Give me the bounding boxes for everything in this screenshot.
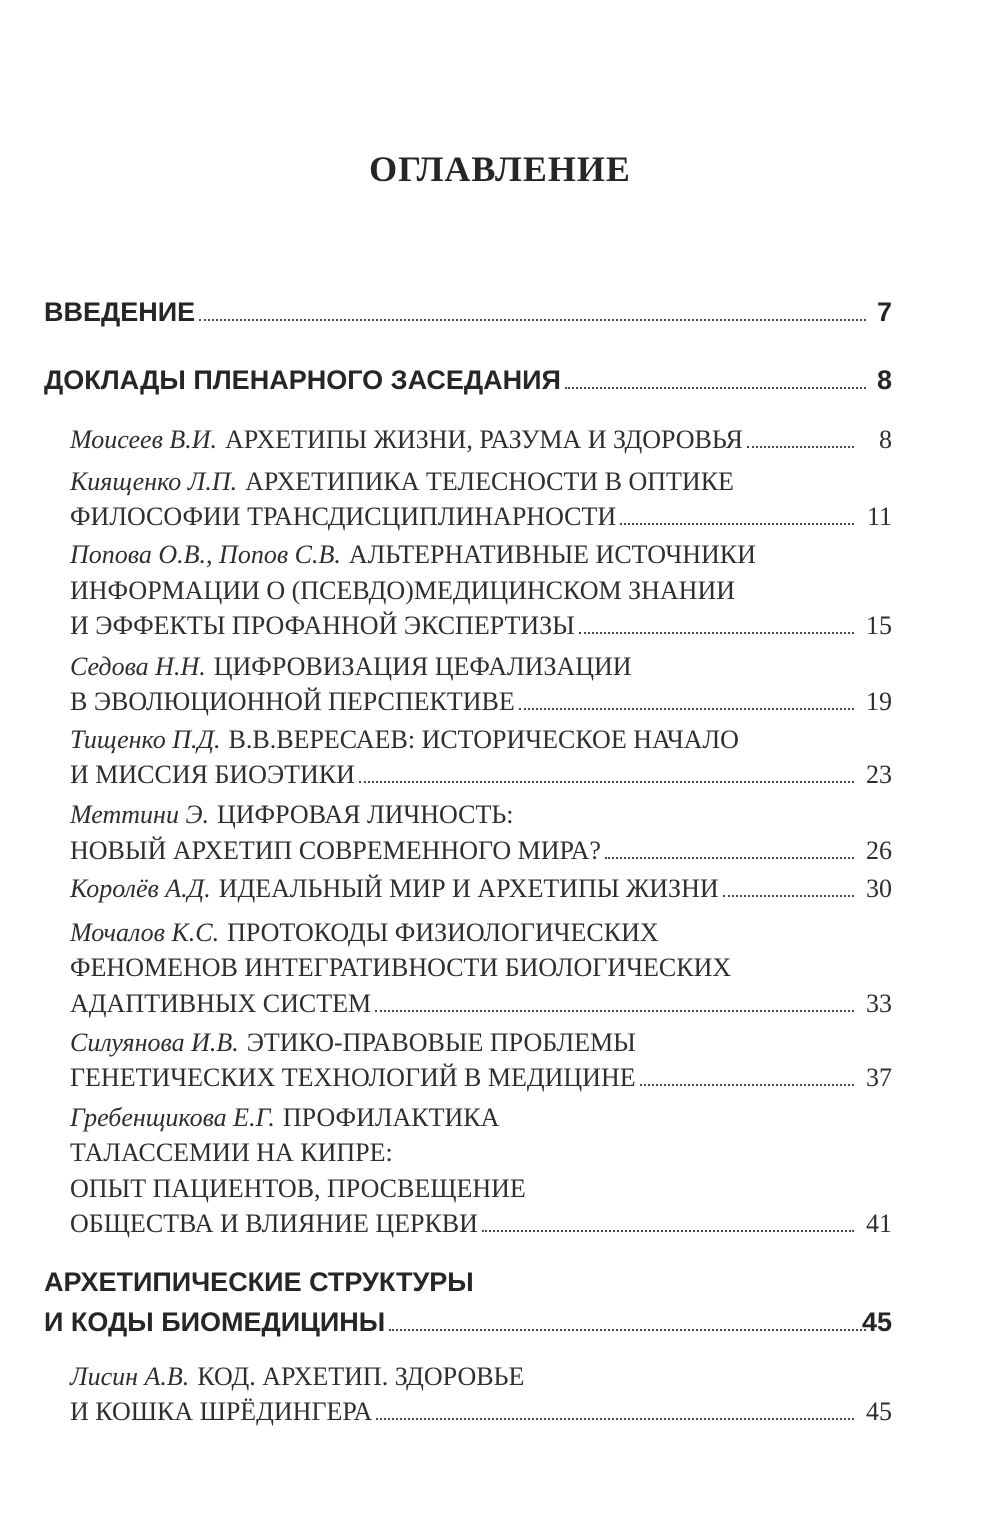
entry-author: Лисин А.В.	[70, 1362, 190, 1391]
entry-title-line	[70, 502, 892, 532]
entry-title-line	[70, 540, 892, 570]
section-title-line	[44, 365, 892, 396]
entry-page-number: 23	[866, 760, 892, 789]
entry-title-text: ОПЫТ ПАЦИЕНТОВ, ПРОСВЕЩЕНИЕ	[70, 1174, 526, 1203]
dot-leader	[747, 446, 854, 448]
dot-leader	[199, 319, 866, 321]
entry-title-text: НОВЫЙ АРХЕТИП СОВРЕМЕННОГО МИРА?	[70, 836, 601, 865]
dot-leader	[640, 1084, 854, 1086]
entry-author: Попова О.В., Попов С.В.	[70, 540, 341, 569]
entry-title-line	[70, 576, 892, 606]
entry-author: Меттини Э.	[70, 800, 209, 829]
section-title-text: И КОДЫ БИОМЕДИЦИНЫ	[44, 1307, 386, 1337]
dot-leader	[359, 781, 854, 783]
entry-title-line	[70, 918, 892, 948]
entry-title-text: АЛЬТЕРНАТИВНЫЕ ИСТОЧНИКИ	[348, 540, 756, 569]
entry-author: Тищенко П.Д.	[70, 725, 221, 754]
entry-title-text: АРХЕТИПЫ ЖИЗНИ, РАЗУМА И ЗДОРОВЬЯ	[225, 425, 743, 454]
dot-leader	[375, 1010, 854, 1012]
entry-title-line	[70, 1028, 892, 1058]
entry-title-text: В.В.ВЕРЕСАЕВ: ИСТОРИЧЕСКОЕ НАЧАЛО	[228, 725, 739, 754]
dot-leader	[565, 387, 866, 389]
entry-title-line	[70, 425, 892, 455]
entry-title-line	[70, 1397, 892, 1427]
entry-title-text: ФЕНОМЕНОВ ИНТЕГРАТИВНОСТИ БИОЛОГИЧЕСКИХ	[70, 953, 732, 982]
entry-title-line	[70, 1362, 892, 1392]
entry-title-text: И КОШКА ШРЁДИНГЕРА	[70, 1397, 373, 1426]
entry-title-text: ЦИФРОВАЯ ЛИЧНОСТЬ:	[216, 800, 514, 829]
entry-title-line	[70, 1138, 892, 1168]
entry-title-text: И МИССИЯ БИОЭТИКИ	[70, 760, 355, 789]
entry-title-line	[70, 989, 892, 1019]
entry-author: Королёв А.Д.	[70, 874, 211, 903]
dot-leader	[579, 632, 854, 634]
entry-title-line	[70, 1174, 892, 1204]
entry-page-number: 45	[866, 1397, 892, 1426]
dot-leader	[723, 895, 854, 897]
entry-title-line	[70, 611, 892, 641]
section-page-number: 45	[861, 1307, 892, 1337]
entry-title-line	[70, 687, 892, 717]
entry-title-text: ИНФОРМАЦИИ О (ПСЕВДО)МЕДИЦИНСКОМ ЗНАНИИ	[70, 576, 736, 605]
entry-title-text: АДАПТИВНЫХ СИСТЕМ	[70, 989, 372, 1018]
entry-page-number: 33	[866, 989, 892, 1018]
entry-title-text: ГЕНЕТИЧЕСКИХ ТЕХНОЛОГИЙ В МЕДИЦИНЕ	[70, 1063, 636, 1092]
entry-author: Мочалов К.С.	[70, 918, 220, 947]
entry-page-number: 41	[866, 1209, 892, 1238]
entry-author: Седова Н.Н.	[70, 652, 206, 681]
entry-page-number: 15	[866, 611, 892, 640]
section-title-text: ДОКЛАДЫ ПЛЕНАРНОГО ЗАСЕДАНИЯ	[44, 365, 561, 395]
entry-title-text: АРХЕТИПИКА ТЕЛЕСНОСТИ В ОПТИКЕ	[245, 467, 734, 496]
entry-title-text: ЦИФРОВИЗАЦИЯ ЦЕФАЛИЗАЦИИ	[213, 652, 632, 681]
entry-title-line	[70, 1103, 892, 1133]
entry-page-number: 8	[879, 425, 892, 454]
entry-title-line	[70, 836, 892, 866]
entry-title-line	[70, 800, 892, 830]
entry-title-text: ТАЛАССЕМИИ НА КИПРЕ:	[70, 1138, 393, 1167]
section-page-number: 8	[876, 365, 892, 395]
entry-author: Силуянова И.В.	[70, 1028, 239, 1057]
dot-leader	[389, 1329, 866, 1331]
dot-leader	[605, 857, 854, 859]
entry-title-text: ПРОТОКОДЫ ФИЗИОЛОГИЧЕСКИХ	[227, 918, 659, 947]
entry-page-number: 19	[866, 687, 892, 716]
entry-page-number: 26	[866, 836, 892, 865]
entry-title-text: КОД. АРХЕТИП. ЗДОРОВЬЕ	[197, 1362, 525, 1391]
dot-leader	[620, 523, 854, 525]
section-title-text: АРХЕТИПИЧЕСКИЕ СТРУКТУРЫ	[44, 1267, 474, 1297]
entry-title-line	[70, 874, 892, 904]
entry-title-line	[70, 1063, 892, 1093]
dot-leader	[482, 1230, 854, 1232]
entry-title-line	[70, 652, 892, 682]
entry-title-text: В ЭВОЛЮЦИОННОЙ ПЕРСПЕКТИВЕ	[70, 687, 515, 716]
entry-title-line	[70, 1209, 892, 1239]
entry-author: Гребенщикова Е.Г.	[70, 1103, 275, 1132]
entry-page-number: 30	[866, 874, 892, 903]
entry-title-text: ЭТИКО-ПРАВОВЫЕ ПРОБЛЕМЫ	[246, 1028, 636, 1057]
entry-title-line	[70, 760, 892, 790]
section-title-text: ВВЕДЕНИЕ	[44, 297, 196, 327]
entry-author: Моисеев В.И.	[70, 425, 218, 454]
entry-title-line	[70, 725, 892, 755]
page-title: ОГЛАВЛЕНИЕ	[369, 149, 631, 189]
entry-author: Киященко Л.П.	[70, 467, 238, 496]
entry-title-text: ОБЩЕСТВА И ВЛИЯНИЕ ЦЕРКВИ	[70, 1209, 478, 1238]
section-title-line	[44, 1307, 892, 1338]
section-page-number: 7	[876, 297, 892, 327]
section-title-line	[44, 297, 892, 328]
dot-leader	[376, 1418, 854, 1420]
dot-leader	[519, 708, 854, 710]
entry-title-text: ФИЛОСОФИИ ТРАНСДИСЦИПЛИНАРНОСТИ	[70, 502, 617, 531]
entry-title-text: И ЭФФЕКТЫ ПРОФАННОЙ ЭКСПЕРТИЗЫ	[70, 611, 575, 640]
entry-page-number: 11	[866, 502, 892, 531]
entry-title-line	[70, 467, 892, 497]
entry-title-text: ИДЕАЛЬНЫЙ МИР И АРХЕТИПЫ ЖИЗНИ	[218, 874, 719, 903]
entry-title-line	[70, 953, 892, 983]
section-title-line	[44, 1267, 892, 1298]
entry-page-number: 37	[866, 1063, 892, 1092]
entry-title-text: ПРОФИЛАКТИКА	[282, 1103, 500, 1132]
